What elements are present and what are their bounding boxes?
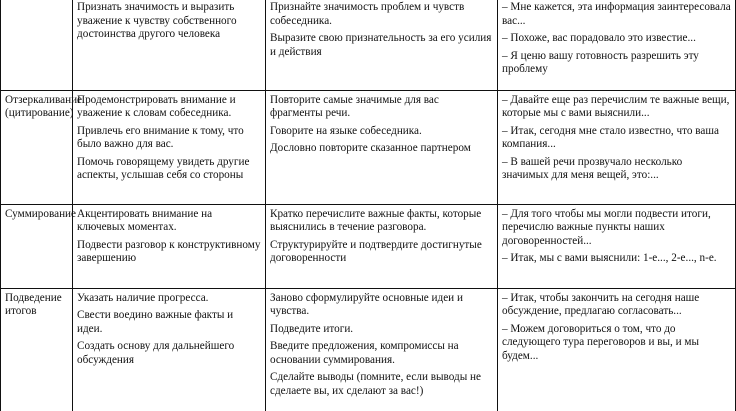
example-text: – Итак, сегодня мне стало известно, что ваша компания...	[502, 124, 719, 151]
example-text: – Можем договориться о том, что до следующего тура переговоров и вы, и мы будем...	[502, 322, 700, 362]
action-text: Введите предложения, компромиссы на основании суммирования.	[270, 340, 459, 366]
action-text: Говорите на языке собеседника.	[270, 124, 422, 137]
table-row	[1, 0, 736, 90]
action-text: Кратко перечислите важные факты, которые выяснились в течение разговора.	[270, 207, 482, 234]
examples-cell	[498, 0, 736, 90]
technique-text: Отзеркаливание (цитирование)	[5, 93, 83, 120]
table-row	[1, 288, 736, 411]
action-text: Выразите свою признательность за его усилия и действия	[270, 32, 492, 58]
technique-cell	[1, 288, 73, 411]
examples-cell	[498, 288, 736, 411]
actions-cell	[266, 204, 498, 288]
actions-cell	[266, 288, 498, 411]
examples-cell	[498, 204, 736, 288]
goal-text: Продемонстрировать внимание и уважение к словам собеседника.	[77, 93, 236, 120]
action-text: Сделайте выводы (помните, если выводы не сделаете вы, их сделают за вас!)	[270, 371, 481, 398]
action-text: Повторите самые значимые для вас фрагменты речи.	[270, 93, 439, 120]
actions-cell	[266, 90, 498, 204]
action-text: Заново сформулируйте основные идеи и чувства.	[270, 291, 463, 318]
goal-text: Помочь говорящему увидеть другие аспекты, услышав себя со стороны	[77, 155, 250, 182]
action-text: Структурируйте и подтвердите достигнутые договоренности	[270, 238, 482, 265]
goal-text: Создать основу для дальнейшего обсуждения	[77, 340, 235, 366]
examples-cell	[498, 90, 736, 204]
goal-text: Признать значимость и выразить уважение к чувству собственного достоинства другого человека	[77, 1, 237, 41]
goal-text: Указать наличие прогресса.	[77, 291, 209, 304]
goal-text: Акцентировать внимание на ключевых моментах.	[77, 207, 213, 234]
example-text: – Итак, чтобы закончить на сегодня наше обсуждение, предлагаю согласовать...	[502, 291, 700, 318]
goal-text: Подвести разговор к конструктивному завершению	[77, 238, 261, 265]
goal-text: Свести воедино важные факты и идеи.	[77, 309, 234, 335]
goal-cell	[73, 0, 266, 90]
actions-cell	[266, 0, 498, 90]
action-text: Признайте значимость проблем и чувств собеседника.	[270, 1, 465, 27]
technique-cell	[1, 0, 73, 90]
table-row	[1, 204, 736, 288]
example-text: – В вашей речи прозвучало несколько значимых для меня вещей, это:...	[502, 155, 683, 182]
goal-cell	[73, 204, 266, 288]
table-row	[1, 90, 736, 204]
technique-text: Подведение итогов	[5, 291, 62, 318]
goal-text: Привлечь его внимание к тому, что было важно для вас.	[77, 124, 244, 151]
action-text: Дословно повторите сказанное партнером	[270, 142, 471, 155]
action-text: Подведите итоги.	[270, 322, 354, 335]
technique-text: Суммирование	[5, 207, 77, 220]
example-text: – Мне кажется, эта информация заинтересовала вас...	[502, 1, 731, 27]
example-text: – Я ценю вашу готовность разрешить эту проблему	[502, 49, 699, 76]
goal-cell	[73, 90, 266, 204]
goal-cell	[73, 288, 266, 411]
technique-cell	[1, 204, 77, 288]
example-text: – Давайте еще раз перечислим те важные вещи, которые мы с вами выяснили...	[502, 93, 730, 120]
example-text: – Похоже, вас порадовало это известие...	[502, 32, 696, 45]
example-text: – Итак, мы с вами выяснили: 1-е..., 2-е..., n-е.	[502, 252, 717, 265]
example-text: – Для того чтобы мы могли подвести итоги, перечислю важные пункты наших договоренностей...	[502, 207, 711, 247]
technique-cell	[1, 90, 83, 204]
